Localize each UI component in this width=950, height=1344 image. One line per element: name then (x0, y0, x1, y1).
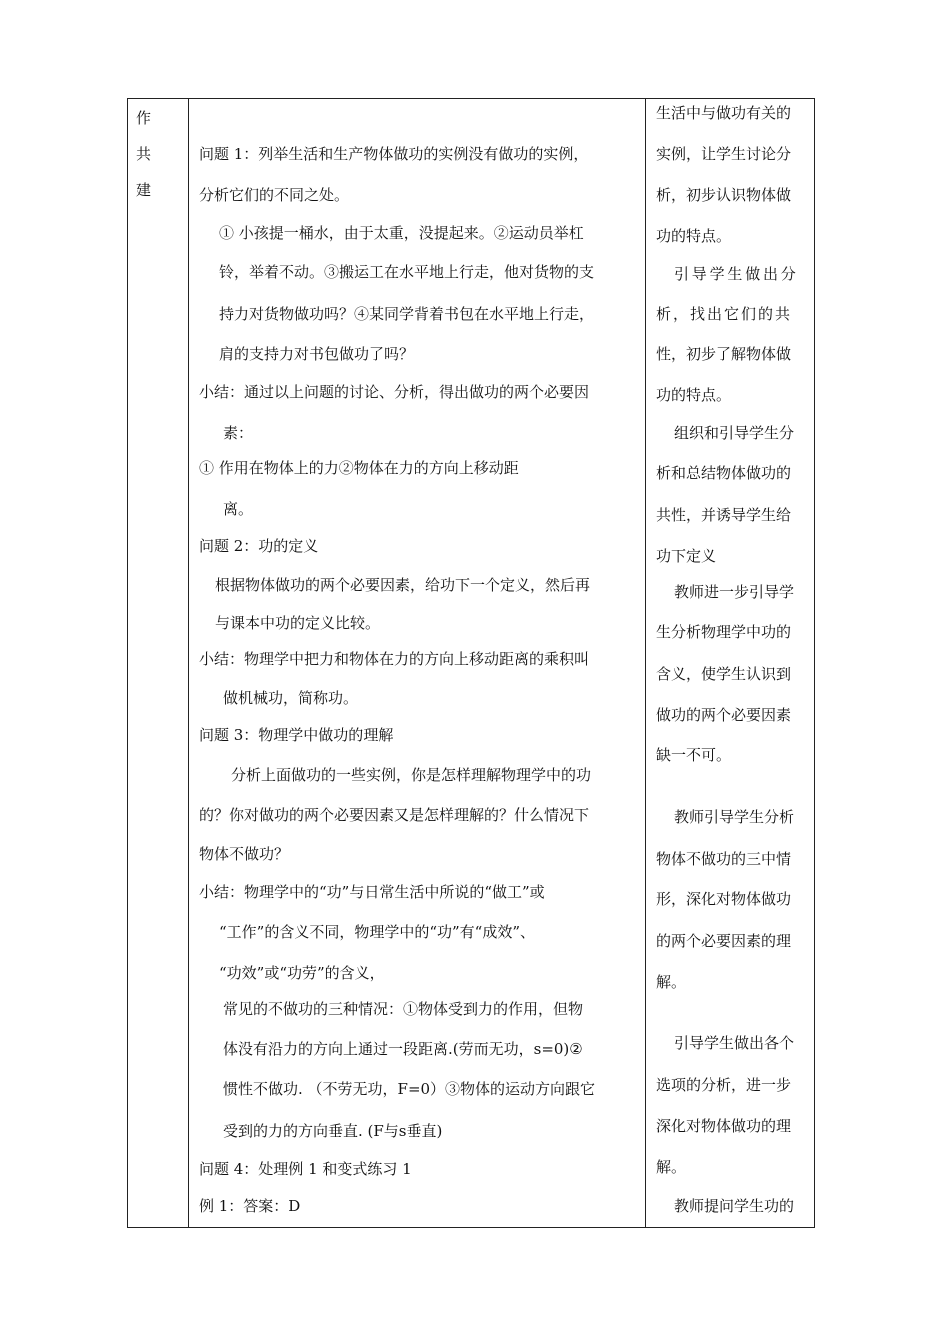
stage-char: 建 (136, 181, 152, 199)
stage-column (128, 99, 188, 1227)
note-line: 教师引导学生分析 (674, 808, 795, 826)
content-line: 与课本中功的定义比较。 (215, 614, 381, 632)
content-column (189, 99, 645, 1227)
content-line: ① 小孩提一桶水，由于太重，没提起来。②运动员举杠 (219, 224, 584, 242)
note-line: 形，深化对物体做功 (656, 890, 792, 908)
content-line: 问题 1：列举生活和生产物体做功的实例没有做功的实例， (199, 145, 589, 163)
stage-char: 作 (136, 109, 152, 127)
note-line: 引导学生做出各个 (674, 1034, 795, 1052)
content-line: 小结：物理学中的“功”与日常生活中所说的“做工”或 (199, 883, 545, 901)
content-line: “功效”或“功劳”的含义， (219, 964, 385, 982)
note-line: 缺一不可。 (656, 746, 732, 764)
note-line: 教师进一步引导学 (674, 583, 795, 601)
note-line: 功下定义 (656, 547, 717, 565)
note-line: 生活中与做功有关的 (656, 104, 792, 122)
note-line: 深化对物体做功的理 (656, 1117, 792, 1135)
content-line: 小结：物理学中把力和物体在力的方向上移动距离的乘积叫 (199, 650, 590, 668)
content-line: 分析上面做功的一些实例，你是怎样理解物理学中的功 (231, 766, 592, 784)
content-line: 的？你对做功的两个必要因素又是怎样理解的？什么情况下 (199, 806, 590, 824)
note-line: 析，找出它们的共 (656, 305, 793, 323)
content-line: 铃，举着不动。③搬运工在水平地上行走，他对货物的支 (219, 263, 595, 281)
note-line: 实例，让学生讨论分 (656, 145, 792, 163)
note-line: 性，初步了解物体做 (656, 345, 792, 363)
note-line: 做功的两个必要因素 (656, 706, 792, 724)
content-line: 例 1：答案：D (199, 1197, 301, 1215)
content-line: 做机械功，简称功。 (223, 689, 359, 707)
content-line: 分析它们的不同之处。 (199, 186, 350, 204)
content-line: 根据物体做功的两个必要因素，给功下一个定义，然后再 (215, 576, 591, 594)
content-line: 持力对货物做功吗？④某同学背着书包在水平地上行走， (219, 305, 595, 323)
note-line: 析和总结物体做功的 (656, 464, 792, 482)
note-line: 解。 (656, 973, 687, 991)
content-line: 问题 3：物理学中做功的理解 (199, 726, 394, 744)
content-line: 问题 2：功的定义 (199, 537, 319, 555)
stage-char: 共 (136, 145, 152, 163)
content-line: 问题 4：处理例 1 和变式练习 1 (199, 1160, 412, 1178)
note-line: 析，初步认识物体做 (656, 186, 792, 204)
content-line: 常见的不做功的三种情况：①物体受到力的作用，但物 (223, 1000, 584, 1018)
content-line: 小结：通过以上问题的讨论、分析，得出做功的两个必要因 (199, 383, 590, 401)
note-line: 生分析物理学中功的 (656, 623, 792, 641)
note-line: 共性，并诱导学生给 (656, 506, 792, 524)
note-line: 选项的分析，进一步 (656, 1076, 792, 1094)
content-line: 惯性不做功. （不劳无功，F=0）③物体的运动方向跟它 (223, 1080, 596, 1098)
content-line: 离。 (223, 500, 254, 518)
content-line: 受到的力的方向垂直. (F与s垂直) (223, 1122, 443, 1140)
content-line: 体没有沿力的方向上通过一段距离.(劳而无功，s=0)② (223, 1040, 583, 1058)
note-line: 组织和引导学生分 (674, 424, 795, 442)
lesson-table (127, 98, 815, 1228)
content-line: 物体不做功？ (199, 845, 290, 863)
note-line: 含义，使学生认识到 (656, 665, 792, 683)
note-line: 功的特点。 (656, 386, 732, 404)
note-line: 物体不做功的三中情 (656, 850, 792, 868)
note-line: 的两个必要因素的理 (656, 932, 792, 950)
notes-column (646, 99, 816, 1227)
content-line: “工作”的含义不同，物理学中的“功”有“成效”、 (219, 923, 536, 941)
note-line: 教师提问学生功的 (674, 1197, 795, 1215)
content-line: 肩的支持力对书包做功了吗？ (219, 345, 415, 363)
note-line: 功的特点。 (656, 227, 732, 245)
note-line: 解。 (656, 1158, 687, 1176)
content-line: 素： (223, 424, 254, 442)
content-line: ① 作用在物体上的力②物体在力的方向上移动距 (199, 459, 519, 477)
note-line: 引导学生做出分 (674, 265, 799, 283)
